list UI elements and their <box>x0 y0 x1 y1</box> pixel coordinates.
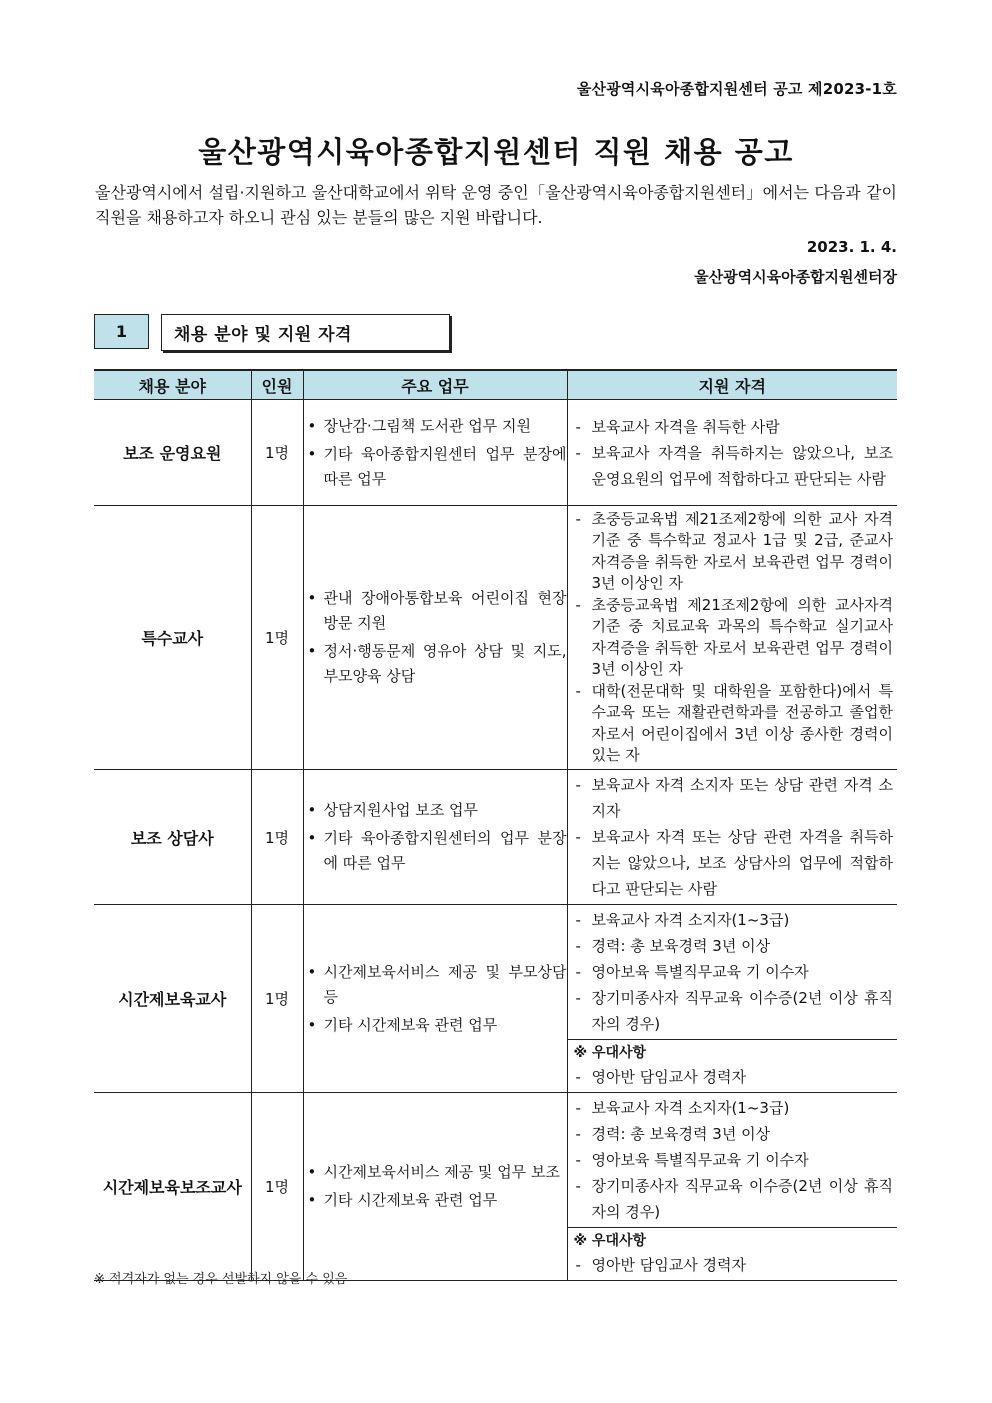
qualification-item: - 초중등교육법 제21조제2항에 의한 교사 자격기준 중 특수학교 정교사 1급 및 2급, 준교사 자격증을 취득한 자로서 보육관련 업무 경력이 3년 이상인 자 <box>572 509 894 595</box>
qualification-item: - 영아보육 특별직무교육 기 이수자 <box>572 959 894 985</box>
qualification-item: - 장기미종사자 직무교육 이수증(2년 이상 휴직자의 경우) <box>572 1173 894 1225</box>
qualification-item: - 보육교사 자격을 취득한 사람 <box>572 414 894 440</box>
qualification-item: - 장기미종사자 직무교육 이수증(2년 이상 휴직자의 경우) <box>572 985 894 1037</box>
recruitment-table <box>94 369 897 1281</box>
duties-cell <box>303 1093 567 1281</box>
table-row <box>94 400 897 506</box>
duty-item: • 관내 장애아통합보육 어린이집 현장방문 지원 <box>304 586 567 636</box>
qualification-item: - 대학(전문대학 및 대학원을 포함한다)에서 특수교육 또는 재활관련학과를 전공하고 졸업한 자로서 어린이집에서 3년 이상 종사한 경력이 있는 자 <box>572 681 894 767</box>
qualification-item: - 경력: 총 보육경력 3년 이상 <box>572 1121 894 1147</box>
header-duties: 주요 업무 <box>303 370 567 400</box>
qualifications-cell <box>567 905 897 1093</box>
qualification-item: - 보육교사 자격 소지자(1~3급) <box>572 1095 894 1121</box>
duty-item: • 정서·행동문제 영유아 상담 및 지도, 부모양육 상담 <box>304 639 567 689</box>
duty-item: • 시간제보육서비스 제공 및 부모상담 등 <box>304 960 567 1010</box>
header-qualifications: 지원 자격 <box>567 370 897 400</box>
footnote: ※ 적격자가 없는 경우 선발하지 않을 수 있음 <box>94 1272 348 1287</box>
duty-item: • 시간제보육서비스 제공 및 업무 보조 <box>304 1160 567 1185</box>
table-row <box>94 905 897 1093</box>
duties-cell <box>303 905 567 1093</box>
qualification-item: - 초중등교육법 제21조제2항에 의한 교사자격기준 중 치료교육 과목의 특수학교 실기교사 자격증을 취득한 자로서 보육관련 업무 경력이 3년 이상인 자 <box>572 595 894 681</box>
header-count: 인원 <box>251 370 303 400</box>
qualifications-cell <box>567 770 897 905</box>
table-row <box>94 1093 897 1281</box>
duty-item: • 기타 육아종합지원센터 업무 분장에 따른 업무 <box>304 442 567 492</box>
field-name: 보조 상담사 <box>94 770 251 905</box>
field-name: 특수교사 <box>94 506 251 770</box>
header-field: 채용 분야 <box>94 370 251 400</box>
section-number: 1 <box>94 314 149 349</box>
preference-heading: ※ 우대사항 <box>573 1233 647 1249</box>
preference-block <box>568 1227 898 1280</box>
headcount: 1명 <box>251 905 303 1093</box>
qualifications-cell <box>567 506 897 770</box>
duty-item: • 상담지원사업 보조 업무 <box>304 798 567 823</box>
qualification-item: - 보육교사 자격 소지자(1~3급) <box>572 907 894 933</box>
preference-item: - 영아반 담임교사 경력자 <box>572 1252 894 1278</box>
qualification-item: - 보육교사 자격을 취득하지는 않았으나, 보조 운영요원의 업무에 적합하다고 판단되는 사람 <box>572 440 894 492</box>
intro-paragraph: 울산광역시에서 설립·지원하고 울산대학교에서 위탁 운영 중인「울산광역시육아종합지원센터」에서는 다음과 같이 직원을 채용하고자 하오니 관심 있는 분들의 많은 지원 바랍니다. <box>95 183 897 227</box>
headcount: 1명 <box>251 770 303 905</box>
headcount: 1명 <box>251 400 303 506</box>
preference-item: - 영아반 담임교사 경력자 <box>572 1064 894 1090</box>
headcount: 1명 <box>251 1093 303 1281</box>
preference-block <box>568 1039 898 1092</box>
table-row <box>94 770 897 905</box>
notice-number: 울산광역시육아종합지원센터 공고 제2023-1호 <box>576 80 897 98</box>
qualifications-cell <box>567 1093 897 1281</box>
headcount: 1명 <box>251 506 303 770</box>
duty-item: • 장난감·그림책 도서관 업무 지원 <box>304 414 567 439</box>
field-name: 보조 운영요원 <box>94 400 251 506</box>
section-title: 채용 분야 및 지원 자격 <box>161 314 450 351</box>
field-name: 시간제보육교사 <box>94 905 251 1093</box>
duty-item: • 기타 육아종합지원센터의 업무 분장에 따른 업무 <box>304 826 567 876</box>
qualification-item: - 보육교사 자격 소지자 또는 상담 관련 자격 소지자 <box>572 772 894 824</box>
table-header-row <box>94 370 897 400</box>
duty-item: • 기타 시간제보육 관련 업무 <box>304 1188 567 1213</box>
duties-cell <box>303 770 567 905</box>
table-row <box>94 506 897 770</box>
field-name: 시간제보육보조교사 <box>94 1093 251 1281</box>
page-title: 울산광역시육아종합지원센터 직원 채용 공고 <box>198 135 794 169</box>
issuer: 울산광역시육아종합지원센터장 <box>694 268 897 286</box>
preference-heading: ※ 우대사항 <box>573 1045 647 1061</box>
qualification-item: - 보육교사 자격 또는 상담 관련 자격을 취득하지는 않았으나, 보조 상담사의 업무에 적합하다고 판단되는 사람 <box>572 824 894 902</box>
duties-cell <box>303 400 567 506</box>
qualification-item: - 영아보육 특별직무교육 기 이수자 <box>572 1147 894 1173</box>
qualifications-cell <box>567 400 897 506</box>
duties-cell <box>303 506 567 770</box>
duty-item: • 기타 시간제보육 관련 업무 <box>304 1013 567 1038</box>
notice-date: 2023. 1. 4. <box>806 238 897 256</box>
qualification-item: - 경력: 총 보육경력 3년 이상 <box>572 933 894 959</box>
